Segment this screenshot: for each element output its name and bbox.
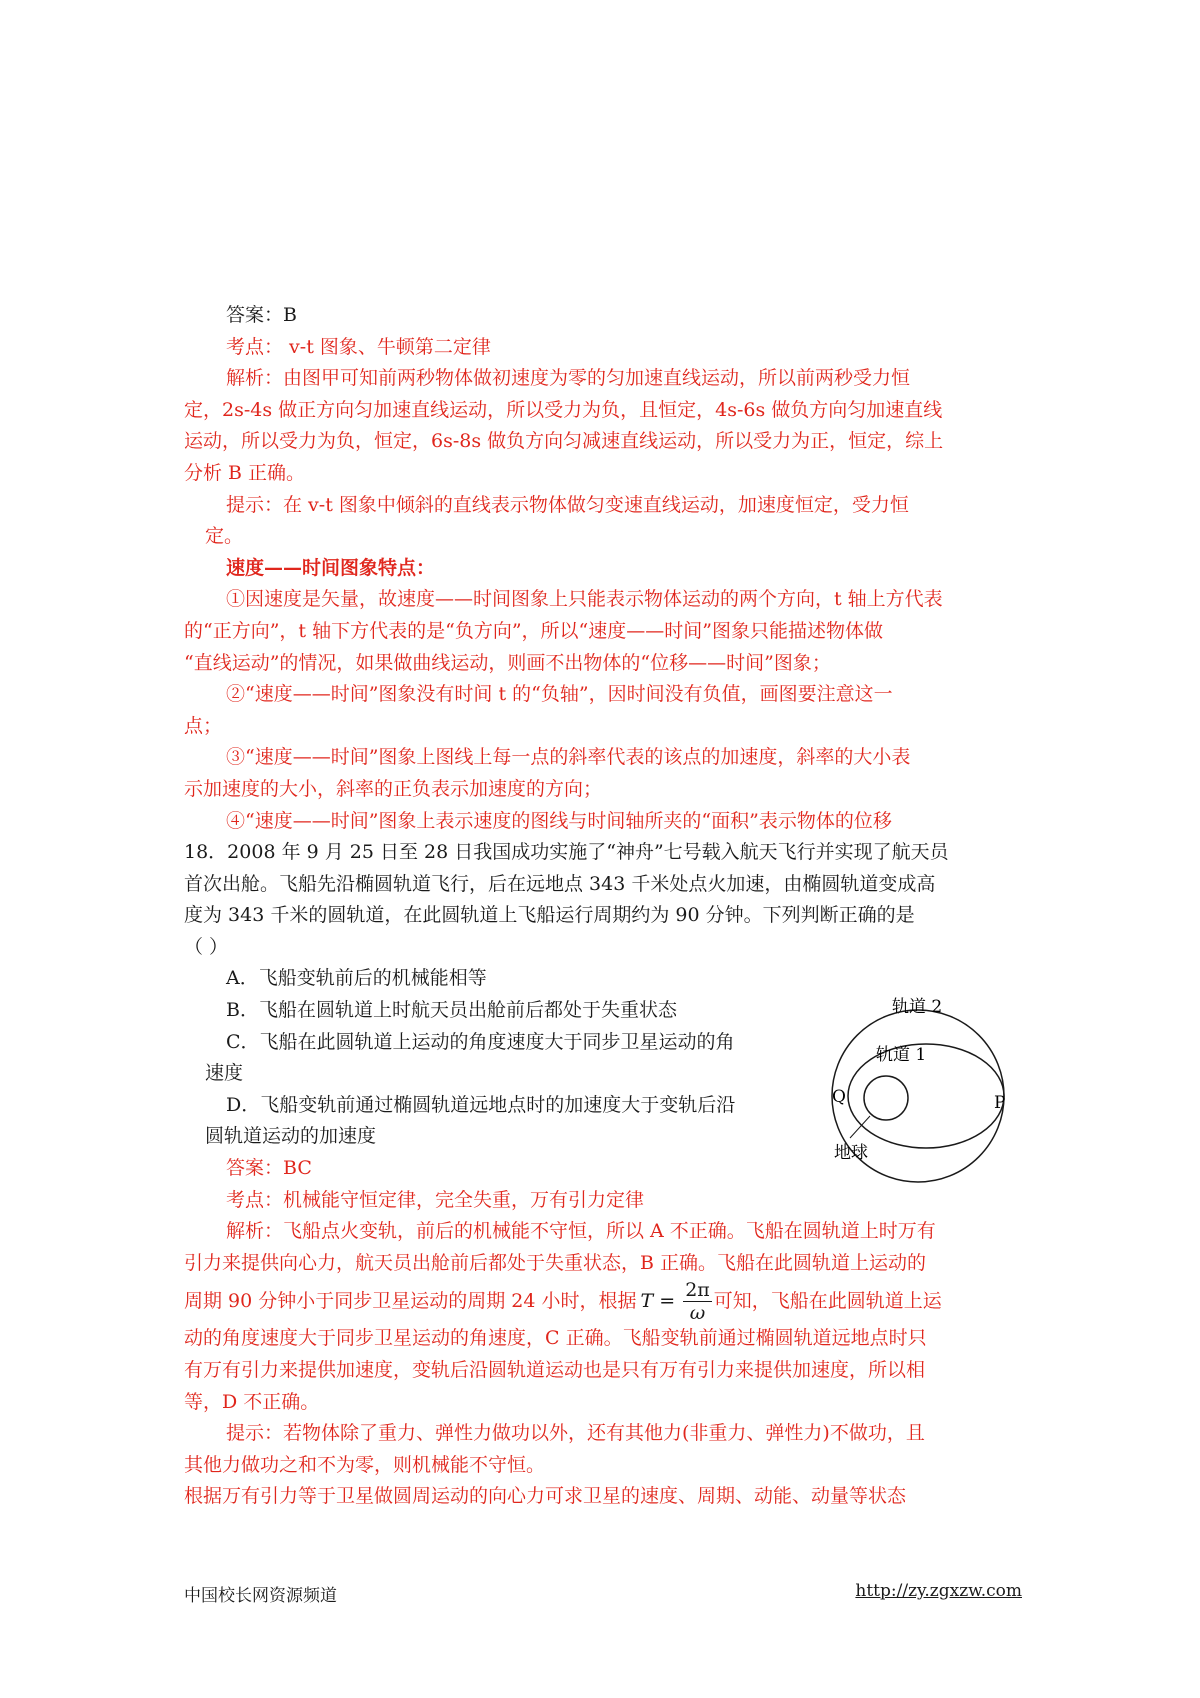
footer-url-link[interactable]: http://zy.zgxzw.com	[855, 1581, 1022, 1601]
question-18-line1: 18．2008 年 9 月 25 日至 28 日我国成功实施了“神舟”七号载入航天飞行并实现了航天员	[184, 841, 949, 864]
label-p: P	[994, 1093, 1006, 1113]
analysis-18-line3-post: 可知，飞船在此圆轨道上运	[713, 1290, 942, 1313]
analysis-18-line5: 有万有引力来提供加速度，变轨后沿圆轨道运动也是只有万有引力来提供加速度，所以相	[184, 1359, 926, 1381]
option-d-line1: D．飞船变轨前通过椭圆轨道远地点时的加速度大于变轨后沿	[226, 1093, 736, 1116]
document-body	[184, 300, 1024, 1513]
formula-denominator: ω	[689, 1302, 706, 1325]
analysis-17-line2: 定，2s-4s 做正方向匀加速直线运动，所以受力为负，且恒定，4s-6s 做负方向匀加速直线	[184, 398, 943, 421]
label-q: Q	[832, 1087, 846, 1107]
point-17: 考点： v-t 图象、牛顿第二定律	[226, 335, 491, 358]
earth-circle	[864, 1076, 908, 1120]
label-orbit-2: 轨道 2	[892, 997, 943, 1017]
feature3-line2: 示加速度的大小，斜率的正负表示加速度的方向；	[184, 777, 603, 800]
tip-17-line2: 定。	[205, 525, 244, 548]
footer-site-name: 中国校长网资源频道	[184, 1586, 337, 1606]
question-18-line2: 首次出舱。飞船先沿椭圆轨道飞行，后在远地点 343 千米处点火加速，由椭圆轨道变成高	[184, 872, 936, 895]
feature1-line3: “直线运动”的情况，如果做曲线运动，则画不出物体的“位移——时间”图象；	[184, 651, 831, 674]
analysis-18-line3	[184, 1279, 1024, 1323]
formula-eq: =	[653, 1289, 682, 1312]
tip-18-line2: 其他力做功之和不为零，则机械能不守恒。	[184, 1453, 546, 1476]
question-18-line4: （ ）	[184, 935, 229, 958]
option-d-line2: 圆轨道运动的加速度	[205, 1125, 377, 1148]
formula-lhs: T	[640, 1289, 654, 1312]
option-b: B．飞船在圆轨道上时航天员出舱前后都处于失重状态	[226, 999, 677, 1022]
feature1-line2: 的“正方向”，t 轴下方代表的是“负方向”，所以“速度——时间”图象只能描述物体做	[184, 619, 883, 642]
feature2-line2: 点；	[184, 714, 223, 737]
earth-pointer-line	[850, 1116, 870, 1138]
period-formula	[641, 1279, 714, 1325]
answer-17: 答案：B	[226, 304, 297, 326]
analysis-17-line1: 解析：由图甲可知前两秒物体做初速度为零的匀加速直线运动，所以前两秒受力恒	[226, 367, 911, 390]
extra-line1: 根据万有引力等于卫星做圆周运动的向心力可求卫星的速度、周期、动能、动量等状态	[184, 1485, 907, 1508]
analysis-18-line1: 解析：飞船点火变轨，前后的机械能不守恒，所以 A 不正确。飞船在圆轨道上时万有	[226, 1220, 936, 1243]
point-18: 考点：机械能守恒定律，完全失重，万有引力定律	[226, 1188, 645, 1211]
formula-fraction	[683, 1279, 712, 1324]
feature4-line1: ④“速度——时间”图象上表示速度的图线与时间轴所夹的“面积”表示物体的位移	[226, 809, 892, 832]
analysis-18-line4: 动的角度速度大于同步卫星运动的角速度，C 正确。飞船变轨前通过椭圆轨道远地点时只	[184, 1327, 927, 1350]
answer-18: 答案：BC	[226, 1157, 312, 1180]
analysis-17-line4: 分析 B 正确。	[184, 461, 306, 484]
option-c-line1: C．飞船在此圆轨道上运动的角度速度大于同步卫星运动的角	[226, 1030, 735, 1053]
label-orbit-1: 轨道 1	[876, 1045, 927, 1065]
label-earth: 地球	[834, 1143, 868, 1163]
feature3-line1: ③“速度——时间”图象上图线上每一点的斜率代表的该点的加速度，斜率的大小表	[226, 746, 911, 769]
orbit-diagram	[818, 996, 1008, 1186]
feature-title: 速度——时间图象特点：	[226, 556, 436, 579]
analysis-17-line3: 运动，所以受力为负，恒定，6s-8s 做负方向匀减速直线运动，所以受力为正，恒定，综上	[184, 430, 944, 453]
tip-17-line1: 提示：在 v-t 图象中倾斜的直线表示物体做匀变速直线运动，加速度恒定，受力恒	[226, 493, 909, 516]
tip-18-line1: 提示：若物体除了重力、弹性力做功以外，还有其他力(非重力、弹性力)不做功，且	[226, 1422, 925, 1445]
option-a: A．飞船变轨前后的机械能相等	[226, 967, 487, 990]
option-c-line2: 速度	[205, 1062, 244, 1085]
feature2-line1: ②“速度——时间”图象没有时间 t 的“负轴”，因时间没有负值，画图要注意这一	[226, 683, 893, 706]
analysis-18-line3-pre: 周期 90 分钟小于同步卫星运动的周期 24 小时，根据	[184, 1290, 637, 1313]
question-18-line3: 度为 343 千米的圆轨道，在此圆轨道上飞船运行周期约为 90 分钟。下列判断正确的是	[184, 904, 915, 927]
formula-numerator: 2π	[685, 1279, 710, 1302]
analysis-18-line2: 引力来提供向心力，航天员出舱前后都处于失重状态，B 正确。飞船在此圆轨道上运动的	[184, 1251, 927, 1274]
feature1-line1: ①因速度是矢量，故速度——时间图象上只能表示物体运动的两个方向，t 轴上方代表	[226, 588, 943, 611]
analysis-18-line6: 等，D 不正确。	[184, 1390, 320, 1413]
